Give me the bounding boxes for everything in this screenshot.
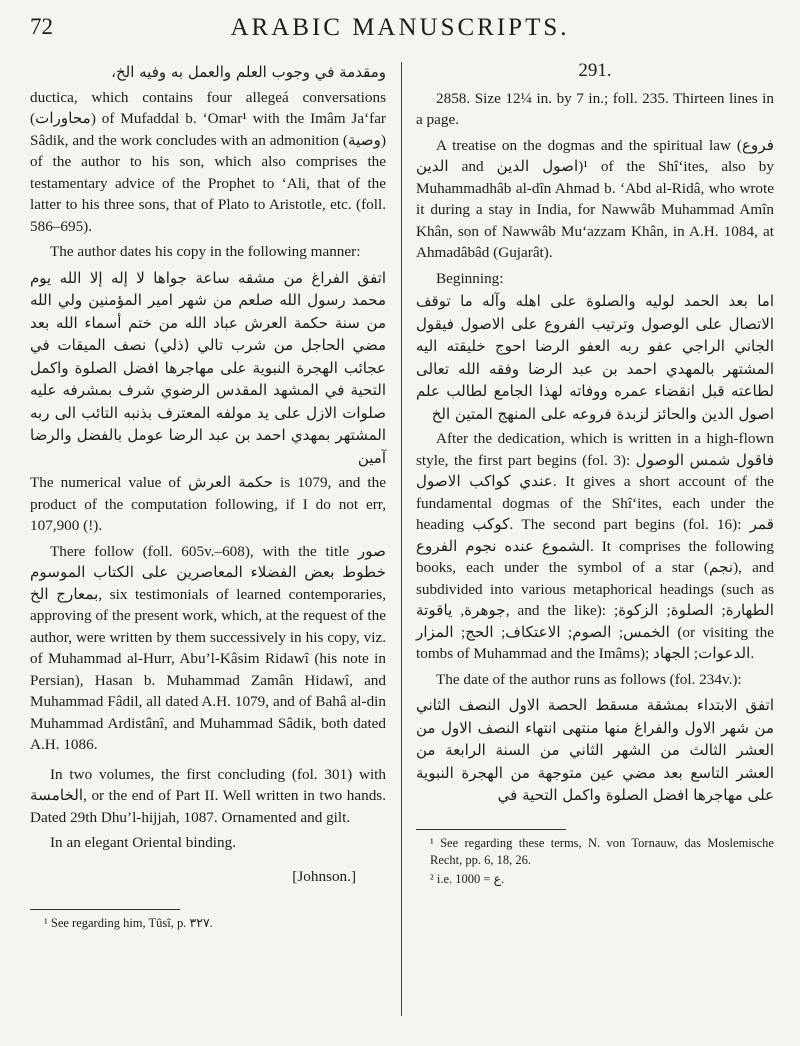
paragraph: There follow (foll. 605v.–608), with the title صور خطوط بعض الفضلاء المعاصرين على الكتاب الموسوم بمعارج الخ, six testimonials of learned contemporaries, approving of the present work, which, at the request of the author, were written by them successively in his copy, viz. of Muhammad al-Hurr, Abu’l-Kâsim Ridawî (his note in Persian), Hasan b. Muhammad Zamân Hidawî, and Muhammad Fâdil, all dated A.H. 1079, and of Bahâ al-din Muhammad Ardistânî, and Muhammad Sâdik, both dated A.H. 1086. [30, 542, 386, 753]
running-title: ARABIC MANUSCRIPTS. [230, 14, 570, 41]
paragraph: The numerical value of حكمة العرش is 1079, and the product of the computation following, if I do not err, 107,900 (!). [30, 474, 386, 534]
footnote-rule [30, 909, 180, 910]
footnote-rule [416, 829, 566, 830]
right-column [416, 60, 774, 890]
page-header [30, 14, 770, 48]
column-divider [401, 62, 402, 1016]
paragraph: ductica, which contains four allegeá conversations (محاورات) of Mufaddal b. ‘Omar¹ with the Imâm Ja‘far Sâdik, and the work concludes with an admonition (وصية) of the author to his son, which also comprises the testamentary advice of the Prophet to ‘Ali, that of the latter to his three sons, that of Plato to Aristotle, etc. (foll. 586–695). [30, 88, 386, 235]
arabic-intro: ومقدمة في وجوب العلم والعمل به وفيه الخ، [111, 63, 386, 81]
paragraph: In an elegant Oriental binding. [50, 834, 236, 851]
attribution: [Johnson.] [292, 867, 356, 885]
arabic-date: اتفق الابتداء بمشقة مسقط الحصة الاول النصف الثاني من شهر الاول والفراغ منها منتهى انتهاء النصف الاول من العشر الثالث من الشهر الثاني من السنة الرابعة من العشر التاسع بعد مضي عين متوجهة من الهجرة النبوية على مهاجرها افضل الصلوة واكمل التحية في [416, 696, 774, 804]
footnote: ¹ See regarding these terms, N. von Tornauw, das Moslemische Recht, pp. 6, 18, 26. [430, 835, 774, 867]
paragraph: In two volumes, the first concluding (fol. 301) with الخامسة, or the end of Part II. Well written in two hands. Dated 29th Dhu’l-hijjah, 1087. Ornamented and gilt. [30, 765, 386, 826]
paragraph: 2858. Size 12¼ in. by 7 in.; foll. 235. Thirteen lines in a page. [416, 89, 774, 128]
page-number: 72 [30, 14, 53, 39]
arabic-colophon: اتفق الفراغ من مشقه ساعة جواها لا إله إلا الله يوم محمد رسول الله صلعم من شهر امير المؤمنين ولي الله من سنة حكمة العرش عباد الله من ختم أسماء الله بعد مضي الحاجل من شرب تالي (ذلي) نصف الميقات في عجائب الهجرة النبوية على مهاجرها افضل الصلوة واكمل التحية في المشهد المقدس الرضوي شرف بمشرفه عليه صلوات الازل على يد مولفه المعترف بذنبه التائب الى ربه المشتهر بمهدي احمد بن عبد الرضا عومل بالفضل والرضا آمين [30, 268, 386, 467]
beginning-label: Beginning: [436, 269, 504, 287]
paragraph: A treatise on the dogmas and the spiritual law (فروع الدين and اصول الدين)¹ of the Shî‘ites, also by Muhammadhâb al-dîn Ahmad b. ‘Abd al-Ridâ, who wrote it during a stay in India, for Nawwâb Muhammad Amîn Khân, son of Nawwâb Mu‘azzam Khân, in A.H. 1084, at Ahmadâbâd (Gujarât). [416, 136, 774, 261]
footnote: ¹ See regarding him, Tûsî, p. ٣٢٧. [44, 916, 213, 930]
entry-number: 291. [578, 60, 612, 81]
arabic-beginning: اما بعد الحمد لوليه والصلوة على اهله وآله ما توقف الاتصال على الوصول وترتيب الفروع على الاصول فيقول الجاني الراجي عفو ربه العفو الرضا احوج خليقته اليه المشتهر بالمهدي احمد بن عبد الرضا وفقه الله تعالى لطاعته قبل انقضاء عمره ووفاته لهذا الجامع لطالب علم اصول الدين والحائز لزبدة فروعه على المنهج المتين الخ [416, 292, 774, 423]
footnote: ² i.e. ع = 1000. [430, 871, 505, 886]
left-column [30, 60, 386, 934]
paragraph: The date of the author runs as follows (fol. 234v.): [436, 670, 742, 688]
paragraph: After the dedication, which is written in a high-flown style, the first part begins (fol. 3): فاقول شمس الوصول عندي كواكب الاصول. It gives a short account of the fundamental dogmas of the Shî‘ites, each under the heading كوكب. The second part begins (fol. 16): قمر الشموع عنده نجوم الفروع. It comprises the following books, each under the symbol of a star (نجم), and subdivided into various metaphorical headings (such as جوهرة, ياقوتة, and the like): الطهارة; الصلوة; الزكوة; الخمس; الصوم; الاعتكاف; الحج; المزار (or visiting the tombs of Muhammad and the Imâms); الدعوات; الجهاد. [416, 430, 774, 662]
paragraph: The author dates his copy in the following manner: [50, 243, 361, 260]
